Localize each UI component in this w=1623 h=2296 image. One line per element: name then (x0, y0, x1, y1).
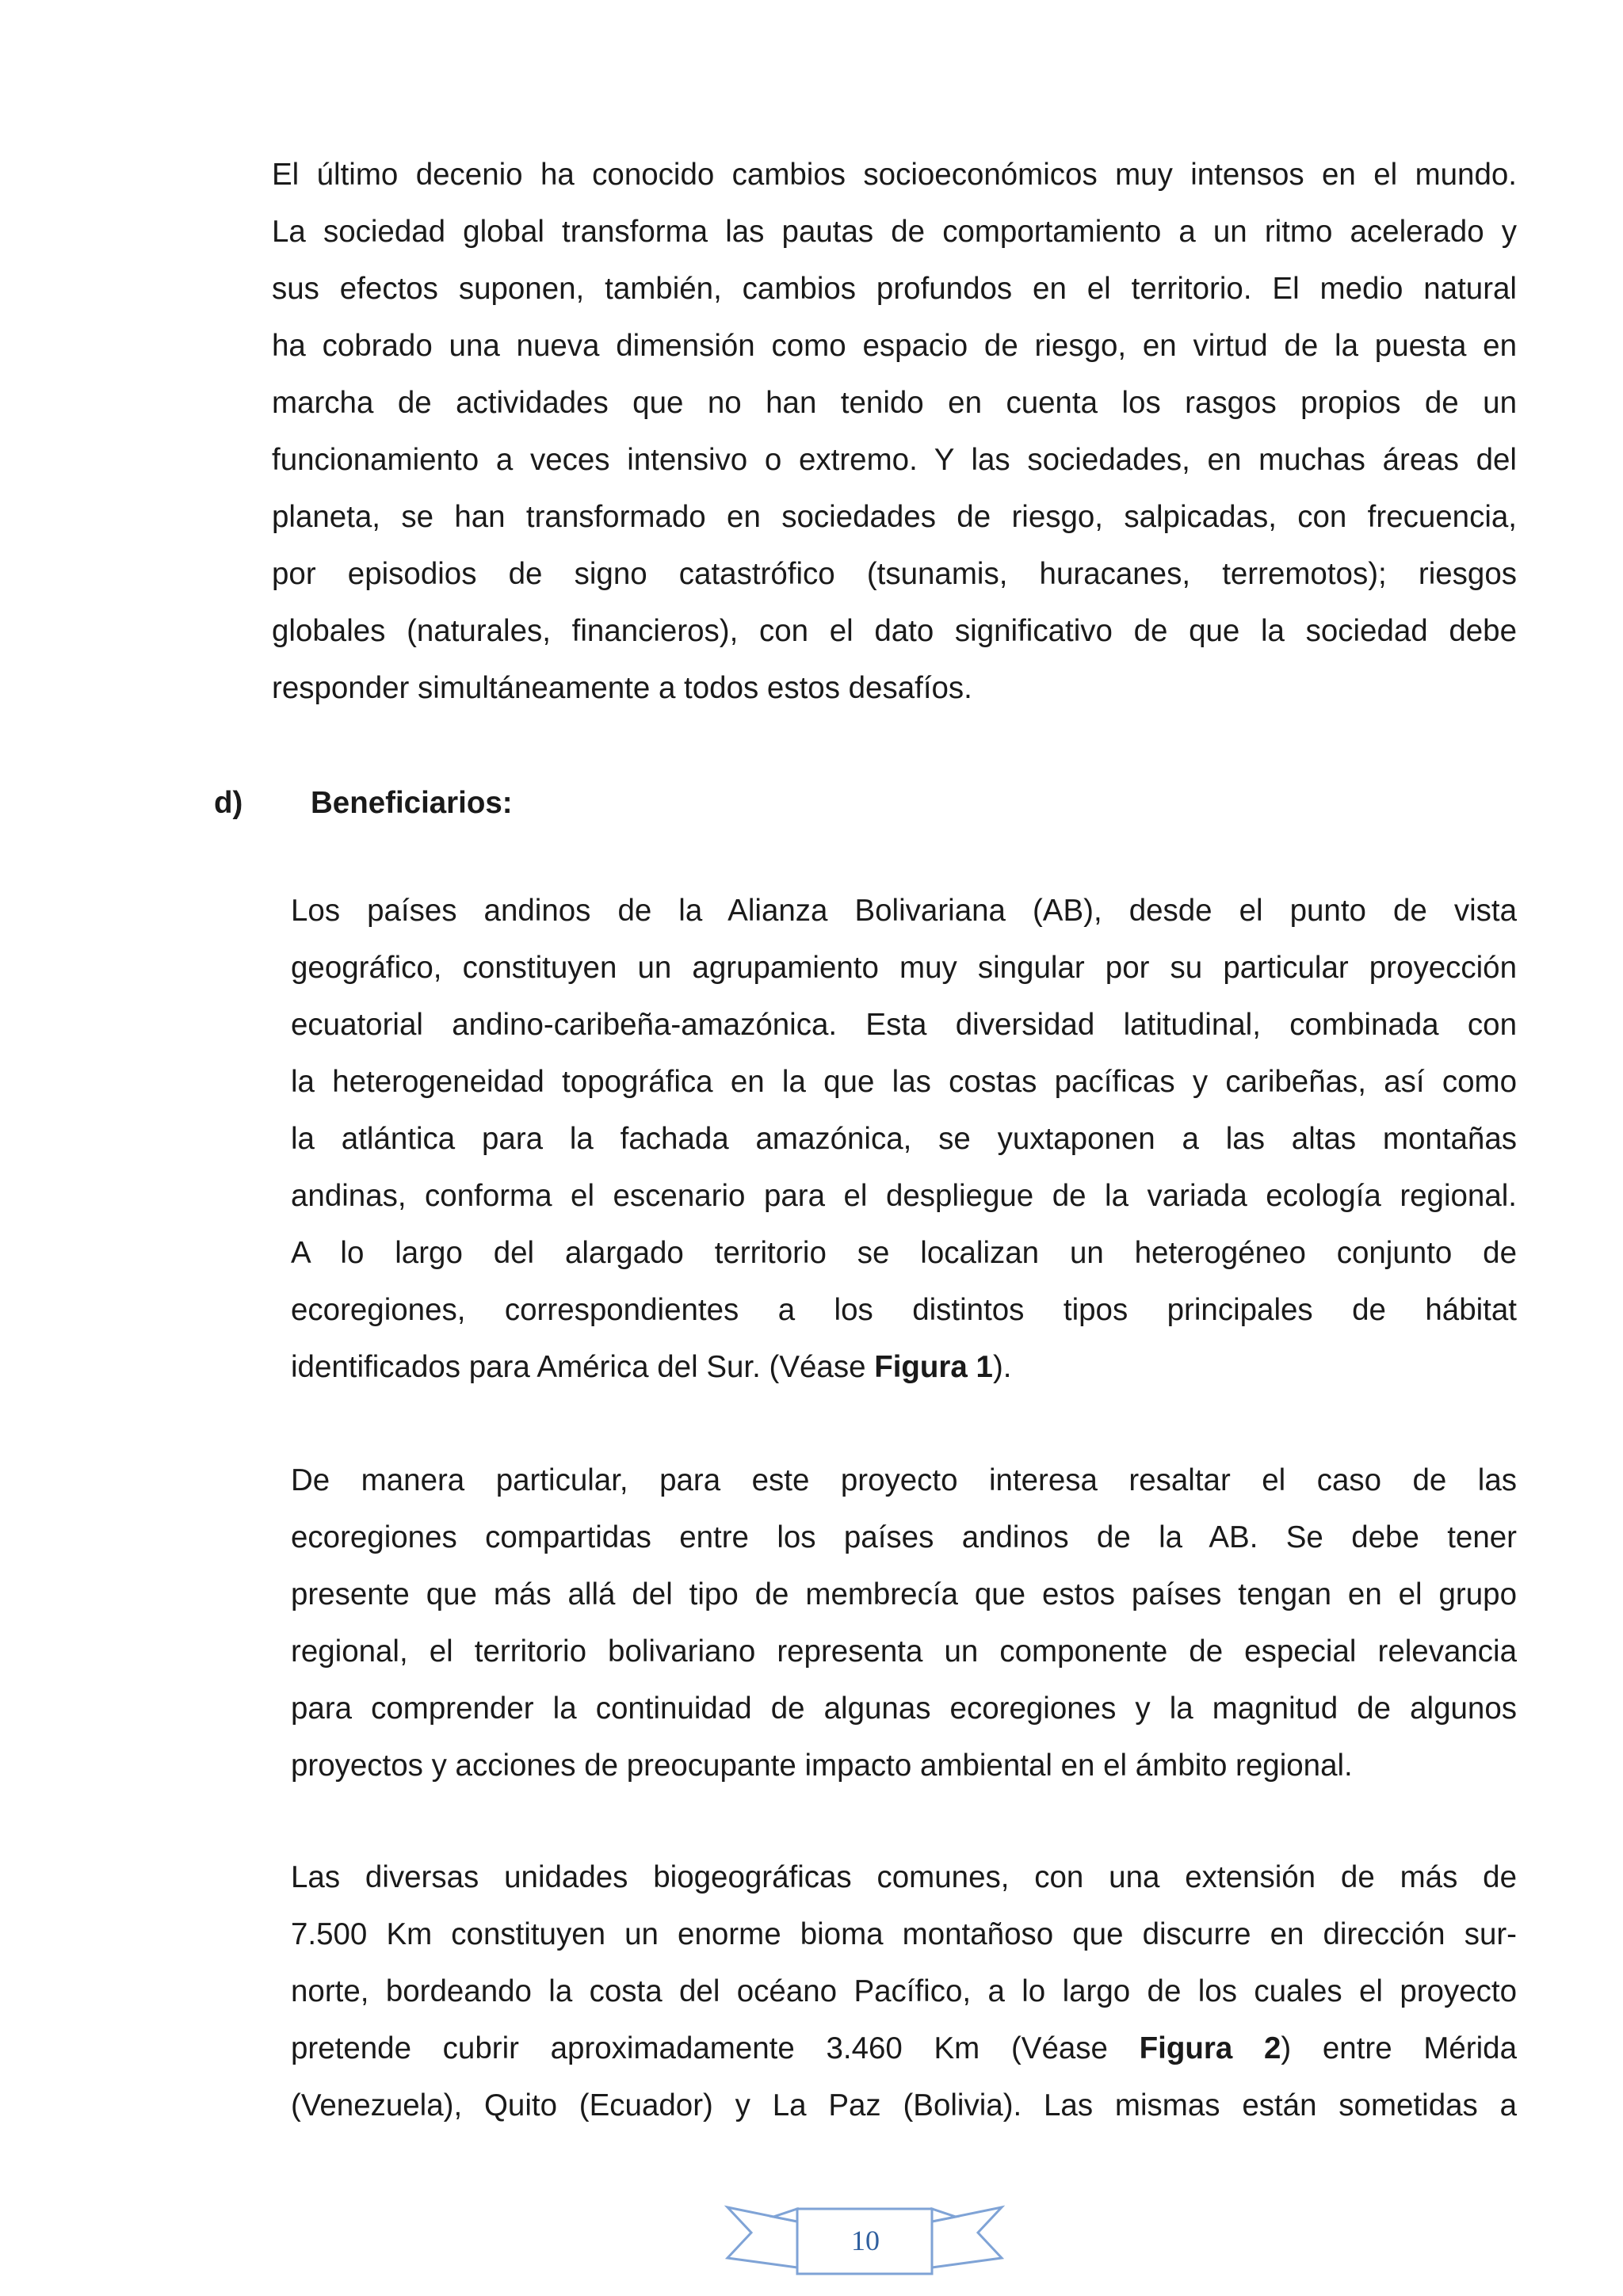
text-line: geográfico, constituyen un agrupamiento muy singular por su particular proyección (291, 951, 1517, 985)
text-run: pretende cubrir aproximadamente 3.460 Km (Véase (291, 2031, 1140, 2065)
text-line: sus efectos suponen, también, cambios profundos en el territorio. El medio natural (272, 272, 1517, 306)
text-line: por episodios de signo catastrófico (tsunamis, huracanes, terremotos); riesgos (272, 557, 1517, 591)
paragraph-intro (272, 147, 1517, 717)
text-line: Las diversas unidades biogeográficas comunes, con una extensión de más de (291, 1860, 1517, 1894)
text-line: globales (naturales, financieros), con el dato significativo de que la sociedad debe (272, 614, 1517, 648)
text-line: ecoregiones, correspondientes a los distintos tipos principales de hábitat (291, 1293, 1517, 1327)
text-line: De manera particular, para este proyecto interesa resaltar el caso de las (291, 1463, 1517, 1497)
text-line: andinas, conforma el escenario para el despliegue de la variada ecología regional. (291, 1179, 1517, 1213)
text-line: 7.500 Km constituyen un enorme bioma montañoso que discurre en dirección sur- (291, 1917, 1517, 1951)
paragraph-biogeographic-units (291, 1849, 1517, 2134)
figure-reference: Figura 1 (874, 1350, 993, 1384)
section-marker: d) (214, 786, 243, 820)
paragraph-shared-ecoregions (291, 1452, 1517, 1794)
text-line: ha cobrado una nueva dimensión como espacio de riesgo, en virtud de la puesta en (272, 329, 1517, 363)
paragraph-andean-countries (291, 883, 1517, 1396)
section-heading (214, 775, 513, 832)
text-line: la atlántica para la fachada amazónica, se yuxtaponen a las altas montañas (291, 1122, 1517, 1156)
text-run: ). (992, 1350, 1012, 1384)
page-number: 10 (851, 2225, 880, 2256)
text-line (291, 1339, 1517, 1396)
text-line: responder simultáneamente a todos estos desafíos. (272, 671, 972, 705)
section-title: Beneficiarios: (311, 786, 513, 820)
text-line: A lo largo del alargado territorio se localizan un heterogéneo conjunto de (291, 1236, 1517, 1270)
text-line: (Venezuela), Quito (Ecuador) y La Paz (Bolivia). Las mismas están sometidas a (291, 2088, 1517, 2122)
text-line: para comprender la continuidad de algunas ecoregiones y la magnitud de algunos (291, 1691, 1517, 1726)
text-line: Los países andinos de la Alianza Bolivariana (AB), desde el punto de vista (291, 894, 1517, 928)
text-line: ecuatorial andino-caribeña-amazónica. Esta diversidad latitudinal, combinada con (291, 1008, 1517, 1042)
text-line: El último decenio ha conocido cambios socioeconómicos muy intensos en el mundo. (272, 158, 1517, 192)
figure-reference: Figura 2 (1139, 2031, 1281, 2065)
text-line: planeta, se han transformado en sociedades de riesgo, salpicadas, con frecuencia, (272, 500, 1517, 534)
text-line: norte, bordeando la costa del océano Pacífico, a lo largo de los cuales el proyecto (291, 1974, 1517, 2008)
text-run: identificados para América del Sur. (Véase (291, 1350, 875, 1384)
text-line: ecoregiones compartidas entre los países andinos de la AB. Se debe tener (291, 1520, 1517, 1554)
text-line: funcionamiento a veces intensivo o extremo. Y las sociedades, en muchas áreas del (272, 443, 1517, 477)
text-line (291, 2020, 1517, 2077)
text-line: presente que más allá del tipo de membrecía que estos países tengan en el grupo (291, 1577, 1517, 1611)
text-line: marcha de actividades que no han tenido en cuenta los rasgos propios de un (272, 386, 1517, 420)
text-line: regional, el territorio bolivariano representa un componente de especial relevancia (291, 1634, 1517, 1669)
text-line: proyectos y acciones de preocupante impacto ambiental en el ámbito regional. (291, 1749, 1353, 1783)
text-run: ) entre Mérida (1281, 2031, 1517, 2065)
text-line: la heterogeneidad topográfica en la que las costas pacíficas y caribeñas, así como (291, 1065, 1517, 1099)
text-line: La sociedad global transforma las pautas de comportamiento a un ritmo acelerado y (272, 215, 1517, 249)
